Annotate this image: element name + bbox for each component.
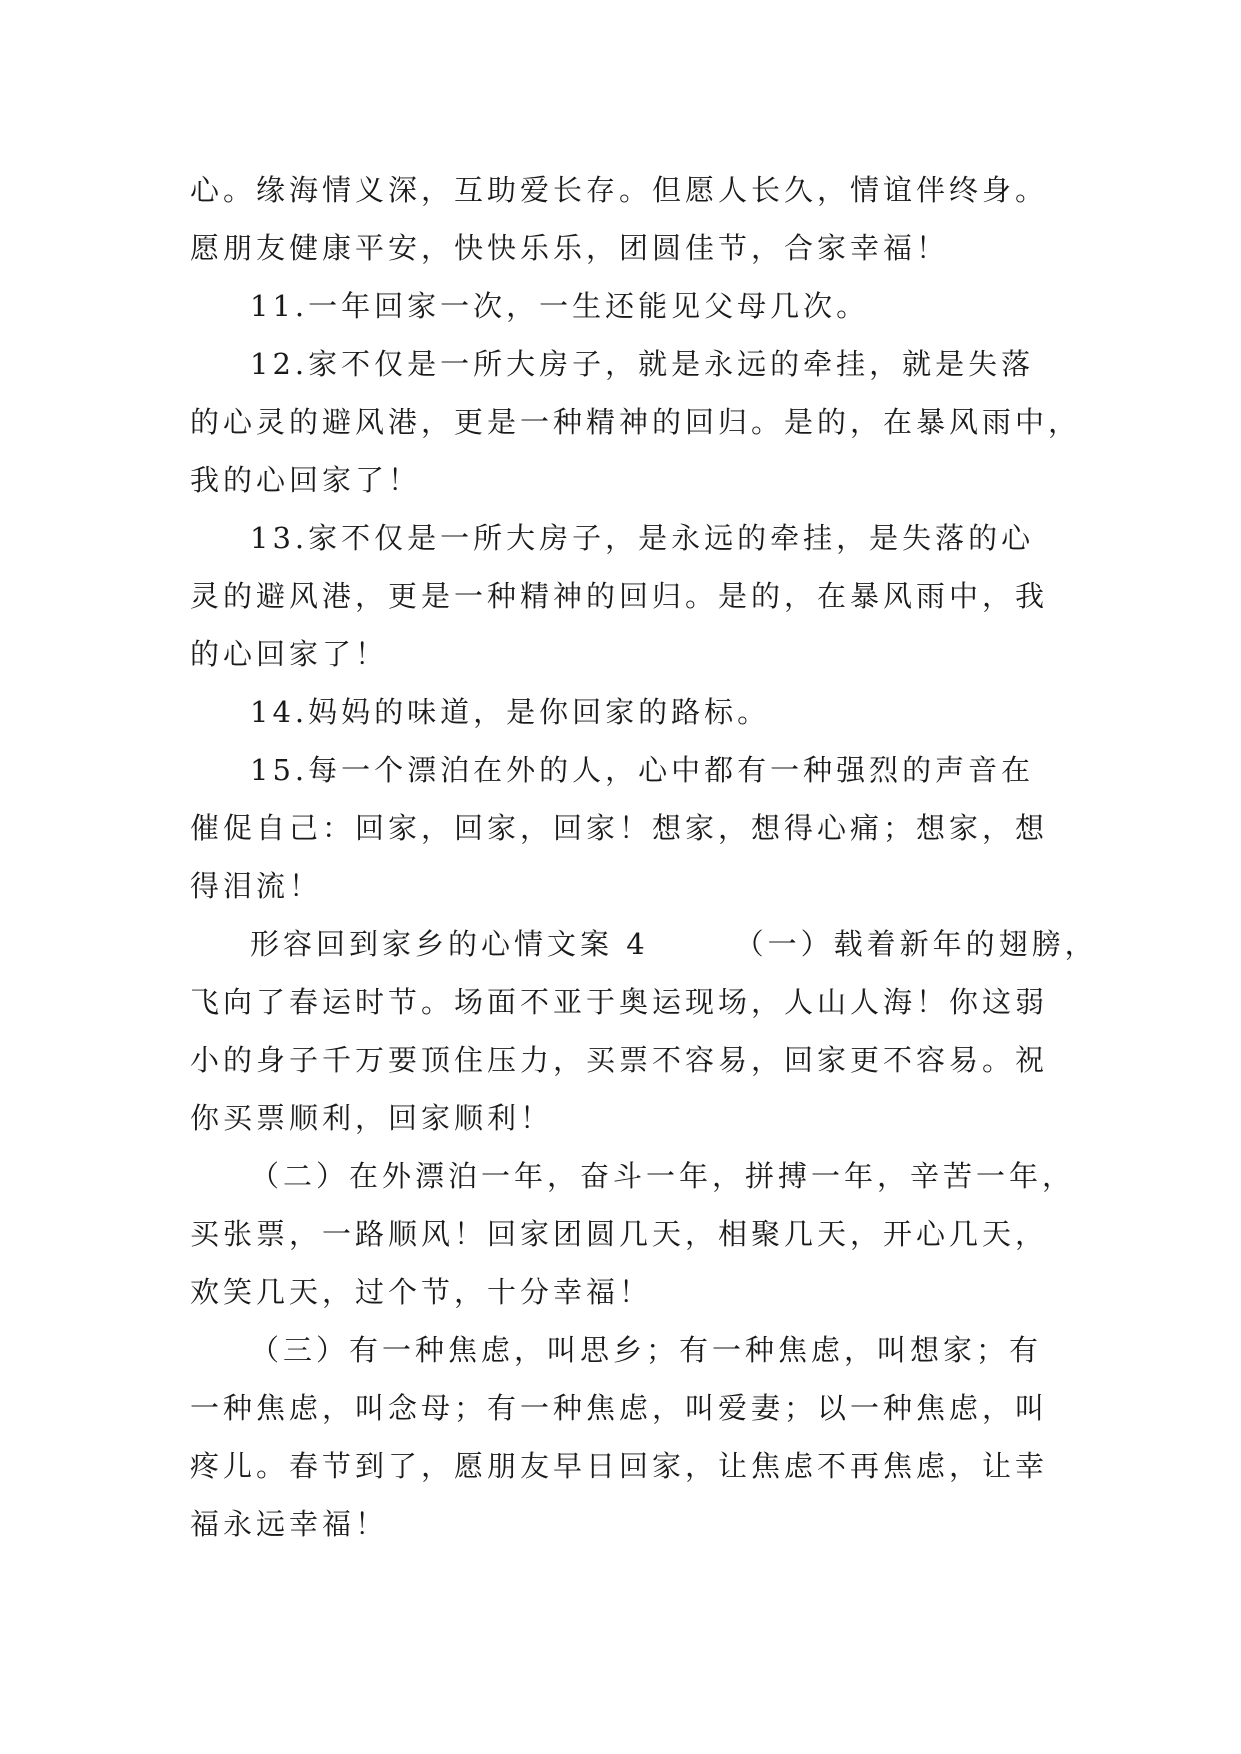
text-line: 11.一年回家一次，一生还能见父母几次。 (250, 289, 870, 323)
text-line: 我的心回家了！ (190, 463, 422, 497)
text-line: 心。缘海情义深，互助爱长存。但愿人长久，情谊伴终身。 (190, 173, 1049, 207)
text-line: 的心灵的避风港，更是一种精神的回归。是的，在暴风雨中， (190, 405, 1082, 439)
paragraph-item-14 (190, 683, 1080, 741)
text-line: 你买票顺利，回家顺利！ (190, 1101, 554, 1135)
paragraph-item-15 (190, 741, 1080, 915)
text-line: 13.家不仅是一所大房子，是永远的牵挂，是失落的心 (250, 521, 1035, 555)
text-line: 12.家不仅是一所大房子，就是永远的牵挂，就是失落 (250, 347, 1035, 381)
paragraph-item-13 (190, 509, 1080, 683)
paragraph-continuation (190, 161, 1080, 277)
text-line: 小的身子千万要顶住压力，买票不容易，回家更不容易。祝 (190, 1043, 1049, 1077)
text-line: 一种焦虑，叫念母；有一种焦虑，叫爱妻；以一种焦虑，叫 (190, 1391, 1049, 1425)
text-line: 欢笑几天，过个节，十分幸福！ (190, 1275, 653, 1309)
text-line: 催促自己：回家，回家，回家！想家，想得心痛；想家，想 (190, 811, 1049, 845)
section-first-text: （一）载着新年的翅膀， (734, 927, 1098, 961)
paragraph-item-12 (190, 335, 1080, 509)
section-4 (190, 915, 1098, 1147)
paragraph-item-11 (190, 277, 1080, 335)
text-line: 愿朋友健康平安，快快乐乐，团圆佳节，合家幸福！ (190, 231, 950, 265)
text-line: （三）有一种焦虑，叫思乡；有一种焦虑，叫想家；有 (250, 1333, 1043, 1367)
paragraph-san (190, 1321, 1080, 1553)
text-line: 15.每一个漂泊在外的人，心中都有一种强烈的声音在 (250, 753, 1035, 787)
text-line: 飞向了春运时节。场面不亚于奥运现场，人山人海！你这弱 (190, 985, 1049, 1019)
text-line: 的心回家了！ (190, 637, 389, 671)
section-heading: 形容回到家乡的心情文案 4 (250, 927, 649, 961)
text-line: 得泪流！ (190, 869, 323, 903)
text-line: 14.妈妈的味道，是你回家的路标。 (250, 695, 771, 729)
text-line: （二）在外漂泊一年，奋斗一年，拼搏一年，辛苦一年， (250, 1159, 1076, 1193)
document-body (190, 161, 1098, 1553)
text-line: 福永远幸福！ (190, 1507, 389, 1541)
text-line: 灵的避风港，更是一种精神的回归。是的，在暴风雨中，我 (190, 579, 1049, 613)
text-line: 买张票，一路顺风！回家团圆几天，相聚几天，开心几天， (190, 1217, 1049, 1251)
section-heading-line (190, 915, 1098, 973)
text-line: 疼儿。春节到了，愿朋友早日回家，让焦虑不再焦虑，让幸 (190, 1449, 1049, 1483)
paragraph-er (190, 1147, 1080, 1321)
